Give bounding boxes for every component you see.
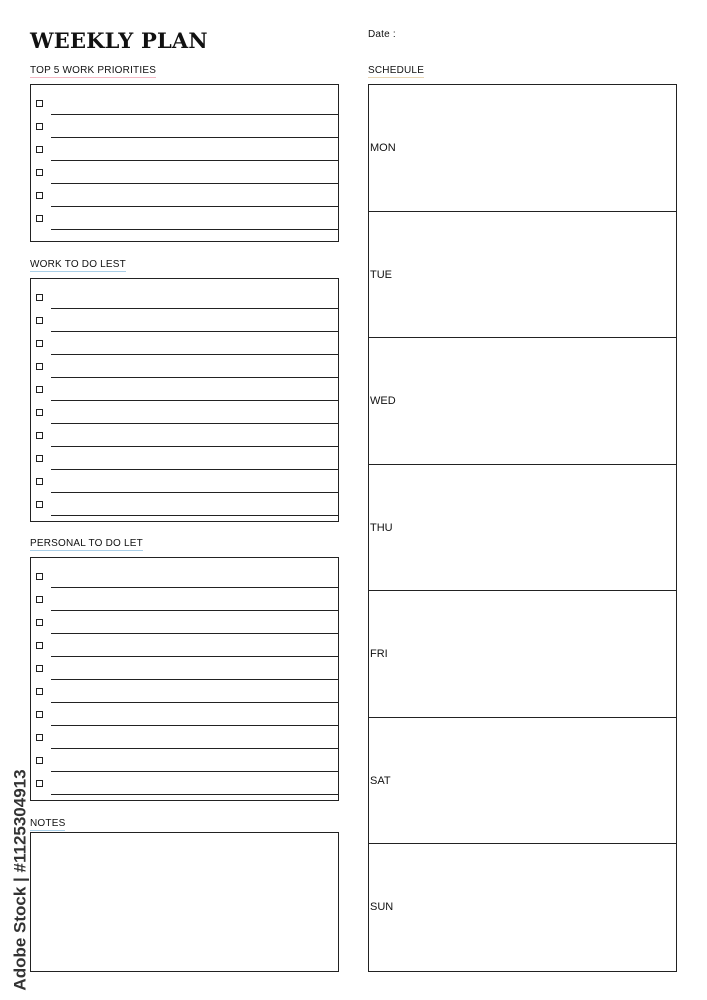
priority-row — [31, 184, 338, 207]
checkbox[interactable] — [36, 455, 43, 462]
priority-row — [31, 138, 338, 161]
day-label: WED — [370, 395, 396, 408]
priorities-label: TOP 5 WORK PRIORITIES — [30, 65, 157, 76]
schedule-day-fri[interactable] — [369, 591, 676, 718]
checkbox[interactable] — [36, 757, 43, 764]
checkbox[interactable] — [36, 688, 43, 695]
priorities-list — [30, 84, 339, 242]
stock-id-watermark — [6, 760, 36, 1000]
schedule-day-tue[interactable] — [369, 212, 676, 339]
work-todo-row — [31, 447, 338, 470]
schedule-day-wed[interactable] — [369, 338, 676, 465]
checkbox[interactable] — [36, 215, 43, 222]
work-todo-row — [31, 309, 338, 332]
checkbox[interactable] — [36, 317, 43, 324]
notes-label: NOTES — [30, 818, 66, 829]
work-todo-row — [31, 378, 338, 401]
checkbox[interactable] — [36, 432, 43, 439]
checkbox[interactable] — [36, 100, 43, 107]
checkbox[interactable] — [36, 192, 43, 199]
checkbox[interactable] — [36, 780, 43, 787]
checkbox[interactable] — [36, 409, 43, 416]
priority-row — [31, 207, 338, 230]
write-line[interactable] — [51, 794, 338, 795]
personal-todo-row — [31, 703, 338, 726]
write-line[interactable] — [51, 515, 338, 516]
day-label: TUE — [370, 268, 392, 281]
checkbox[interactable] — [36, 386, 43, 393]
day-label: MON — [370, 142, 396, 154]
priority-row — [31, 92, 338, 115]
work-todo-row — [31, 401, 338, 424]
work-todo-row — [31, 355, 338, 378]
checkbox[interactable] — [36, 123, 43, 130]
schedule-day-sat[interactable] — [369, 718, 676, 845]
priority-row — [31, 115, 338, 138]
schedule-day-mon[interactable] — [369, 85, 676, 212]
personal-todo-row — [31, 772, 338, 795]
checkbox[interactable] — [36, 642, 43, 649]
day-label: SUN — [370, 901, 394, 914]
schedule-label: SCHEDULE — [368, 65, 425, 76]
checkbox[interactable] — [36, 596, 43, 603]
checkbox[interactable] — [36, 711, 43, 718]
work-todo-row — [31, 470, 338, 493]
personal-todo-row — [31, 657, 338, 680]
checkbox[interactable] — [36, 146, 43, 153]
stock-id-text: Adobe Stock | #1125304913 — [11, 769, 31, 991]
checkbox[interactable] — [36, 734, 43, 741]
work-todo-row — [31, 332, 338, 355]
schedule-day-sun[interactable] — [369, 844, 676, 971]
notes-area[interactable] — [30, 832, 339, 972]
work-todo-row — [31, 424, 338, 447]
personal-todo-row — [31, 634, 338, 657]
personal-todo-row — [31, 611, 338, 634]
work-todo-label: WORK TO DO LEST — [30, 259, 126, 270]
day-label: SAT — [370, 774, 391, 787]
personal-todo-row — [31, 680, 338, 703]
checkbox[interactable] — [36, 340, 43, 347]
work-todo-list — [30, 278, 339, 522]
personal-todo-row — [31, 565, 338, 588]
day-label: THU — [370, 521, 393, 534]
checkbox[interactable] — [36, 363, 43, 370]
personal-todo-row — [31, 726, 338, 749]
work-todo-row — [31, 286, 338, 309]
page-title: WEEKLY PLAN — [30, 28, 208, 53]
date-label: Date : — [368, 29, 396, 40]
schedule-table — [368, 84, 677, 972]
write-line[interactable] — [51, 229, 338, 230]
checkbox[interactable] — [36, 169, 43, 176]
checkbox[interactable] — [36, 573, 43, 580]
work-todo-row — [31, 493, 338, 516]
personal-todo-list — [30, 557, 339, 801]
personal-todo-row — [31, 588, 338, 611]
personal-todo-row — [31, 749, 338, 772]
schedule-day-thu[interactable] — [369, 465, 676, 592]
checkbox[interactable] — [36, 619, 43, 626]
personal-todo-label: PERSONAL TO DO LET — [30, 538, 143, 549]
checkbox[interactable] — [36, 294, 43, 301]
checkbox[interactable] — [36, 478, 43, 485]
checkbox[interactable] — [36, 501, 43, 508]
checkbox[interactable] — [36, 665, 43, 672]
priority-row — [31, 161, 338, 184]
day-label: FRI — [370, 648, 388, 661]
